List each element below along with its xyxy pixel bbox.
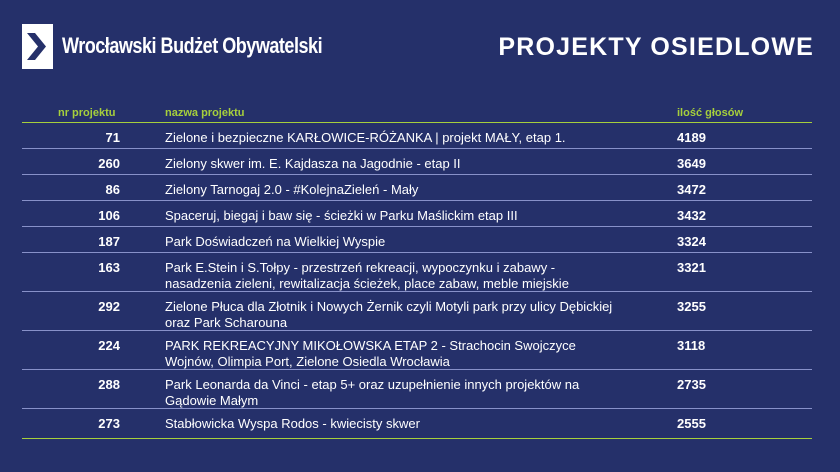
project-number: 163 bbox=[98, 260, 120, 275]
project-number: 106 bbox=[98, 208, 120, 223]
project-number: 71 bbox=[105, 130, 120, 145]
project-number: 260 bbox=[98, 156, 120, 171]
table-row bbox=[22, 201, 812, 227]
project-name: Zielone Płuca dla Złotnik i Nowych Żernik czyli Motyli park przy ulicy Dębickiej oraz Park Scharouna bbox=[165, 299, 613, 330]
project-number: 224 bbox=[98, 338, 120, 353]
page-title: PROJEKTY OSIEDLOWE bbox=[498, 33, 814, 61]
table-header bbox=[0, 107, 840, 121]
project-name: PARK REKREACYJNY MIKOŁOWSKA ETAP 2 - Strachocin Swojczyce Wojnów, Olimpia Port, Zielone Osiedla Wrocławia bbox=[165, 338, 576, 369]
vote-count: 3118 bbox=[677, 338, 706, 353]
project-number: 273 bbox=[98, 416, 120, 431]
vote-count: 3324 bbox=[677, 234, 706, 249]
vote-count: 3649 bbox=[677, 156, 706, 171]
projects-table bbox=[22, 123, 812, 434]
vote-count: 2555 bbox=[677, 416, 706, 431]
vote-count: 3255 bbox=[677, 299, 706, 314]
table-row bbox=[22, 149, 812, 175]
vote-count: 4189 bbox=[677, 130, 706, 145]
project-name: Park E.Stein i S.Tołpy - przestrzeń rekreacji, wypoczynku i zabawy - nasadzenia zieleni, rewitalizacja ścieżek, place zabaw, meble miejskie bbox=[165, 260, 569, 291]
project-name: Zielony skwer im. E. Kajdasza na Jagodnie - etap II bbox=[165, 156, 461, 171]
table-row bbox=[22, 331, 812, 370]
project-name: Zielone i bezpieczne KARŁOWICE-RÓŻANKA | projekt MAŁY, etap 1. bbox=[165, 130, 566, 145]
column-header-name: nazwa projektu bbox=[165, 107, 245, 119]
table-bottom-divider bbox=[22, 438, 812, 439]
column-header-votes: ilość głosów bbox=[677, 107, 744, 119]
table-row bbox=[22, 123, 812, 149]
table-row bbox=[22, 253, 812, 292]
table-row bbox=[22, 409, 812, 434]
project-name: Zielony Tarnogaj 2.0 - #KolejnaZieleń - Mały bbox=[165, 182, 419, 197]
table-row bbox=[22, 175, 812, 201]
vote-count: 2735 bbox=[677, 377, 706, 392]
project-name: Spaceruj, biegaj i baw się - ścieżki w Parku Maślickim etap III bbox=[165, 208, 518, 223]
project-name: Stabłowicka Wyspa Rodos - kwiecisty skwer bbox=[165, 416, 420, 431]
project-name: Park Doświadczeń na Wielkiej Wyspie bbox=[165, 234, 386, 249]
project-name: Park Leonarda da Vinci - etap 5+ oraz uzupełnienie innych projektów na Gądowie Małym bbox=[165, 377, 580, 408]
column-header-nr: nr projektu bbox=[58, 107, 116, 119]
table-row bbox=[22, 292, 812, 331]
vote-count: 3321 bbox=[677, 260, 706, 275]
project-number: 86 bbox=[105, 182, 120, 197]
table-row bbox=[22, 227, 812, 253]
table-row bbox=[22, 370, 812, 409]
logo-chevron-icon bbox=[22, 24, 53, 69]
vote-count: 3432 bbox=[677, 208, 706, 223]
brand-name: Wrocławski Budżet Obywatelski bbox=[62, 33, 323, 58]
project-number: 288 bbox=[98, 377, 120, 392]
project-number: 292 bbox=[98, 299, 120, 314]
vote-count: 3472 bbox=[677, 182, 706, 197]
project-number: 187 bbox=[98, 234, 120, 249]
